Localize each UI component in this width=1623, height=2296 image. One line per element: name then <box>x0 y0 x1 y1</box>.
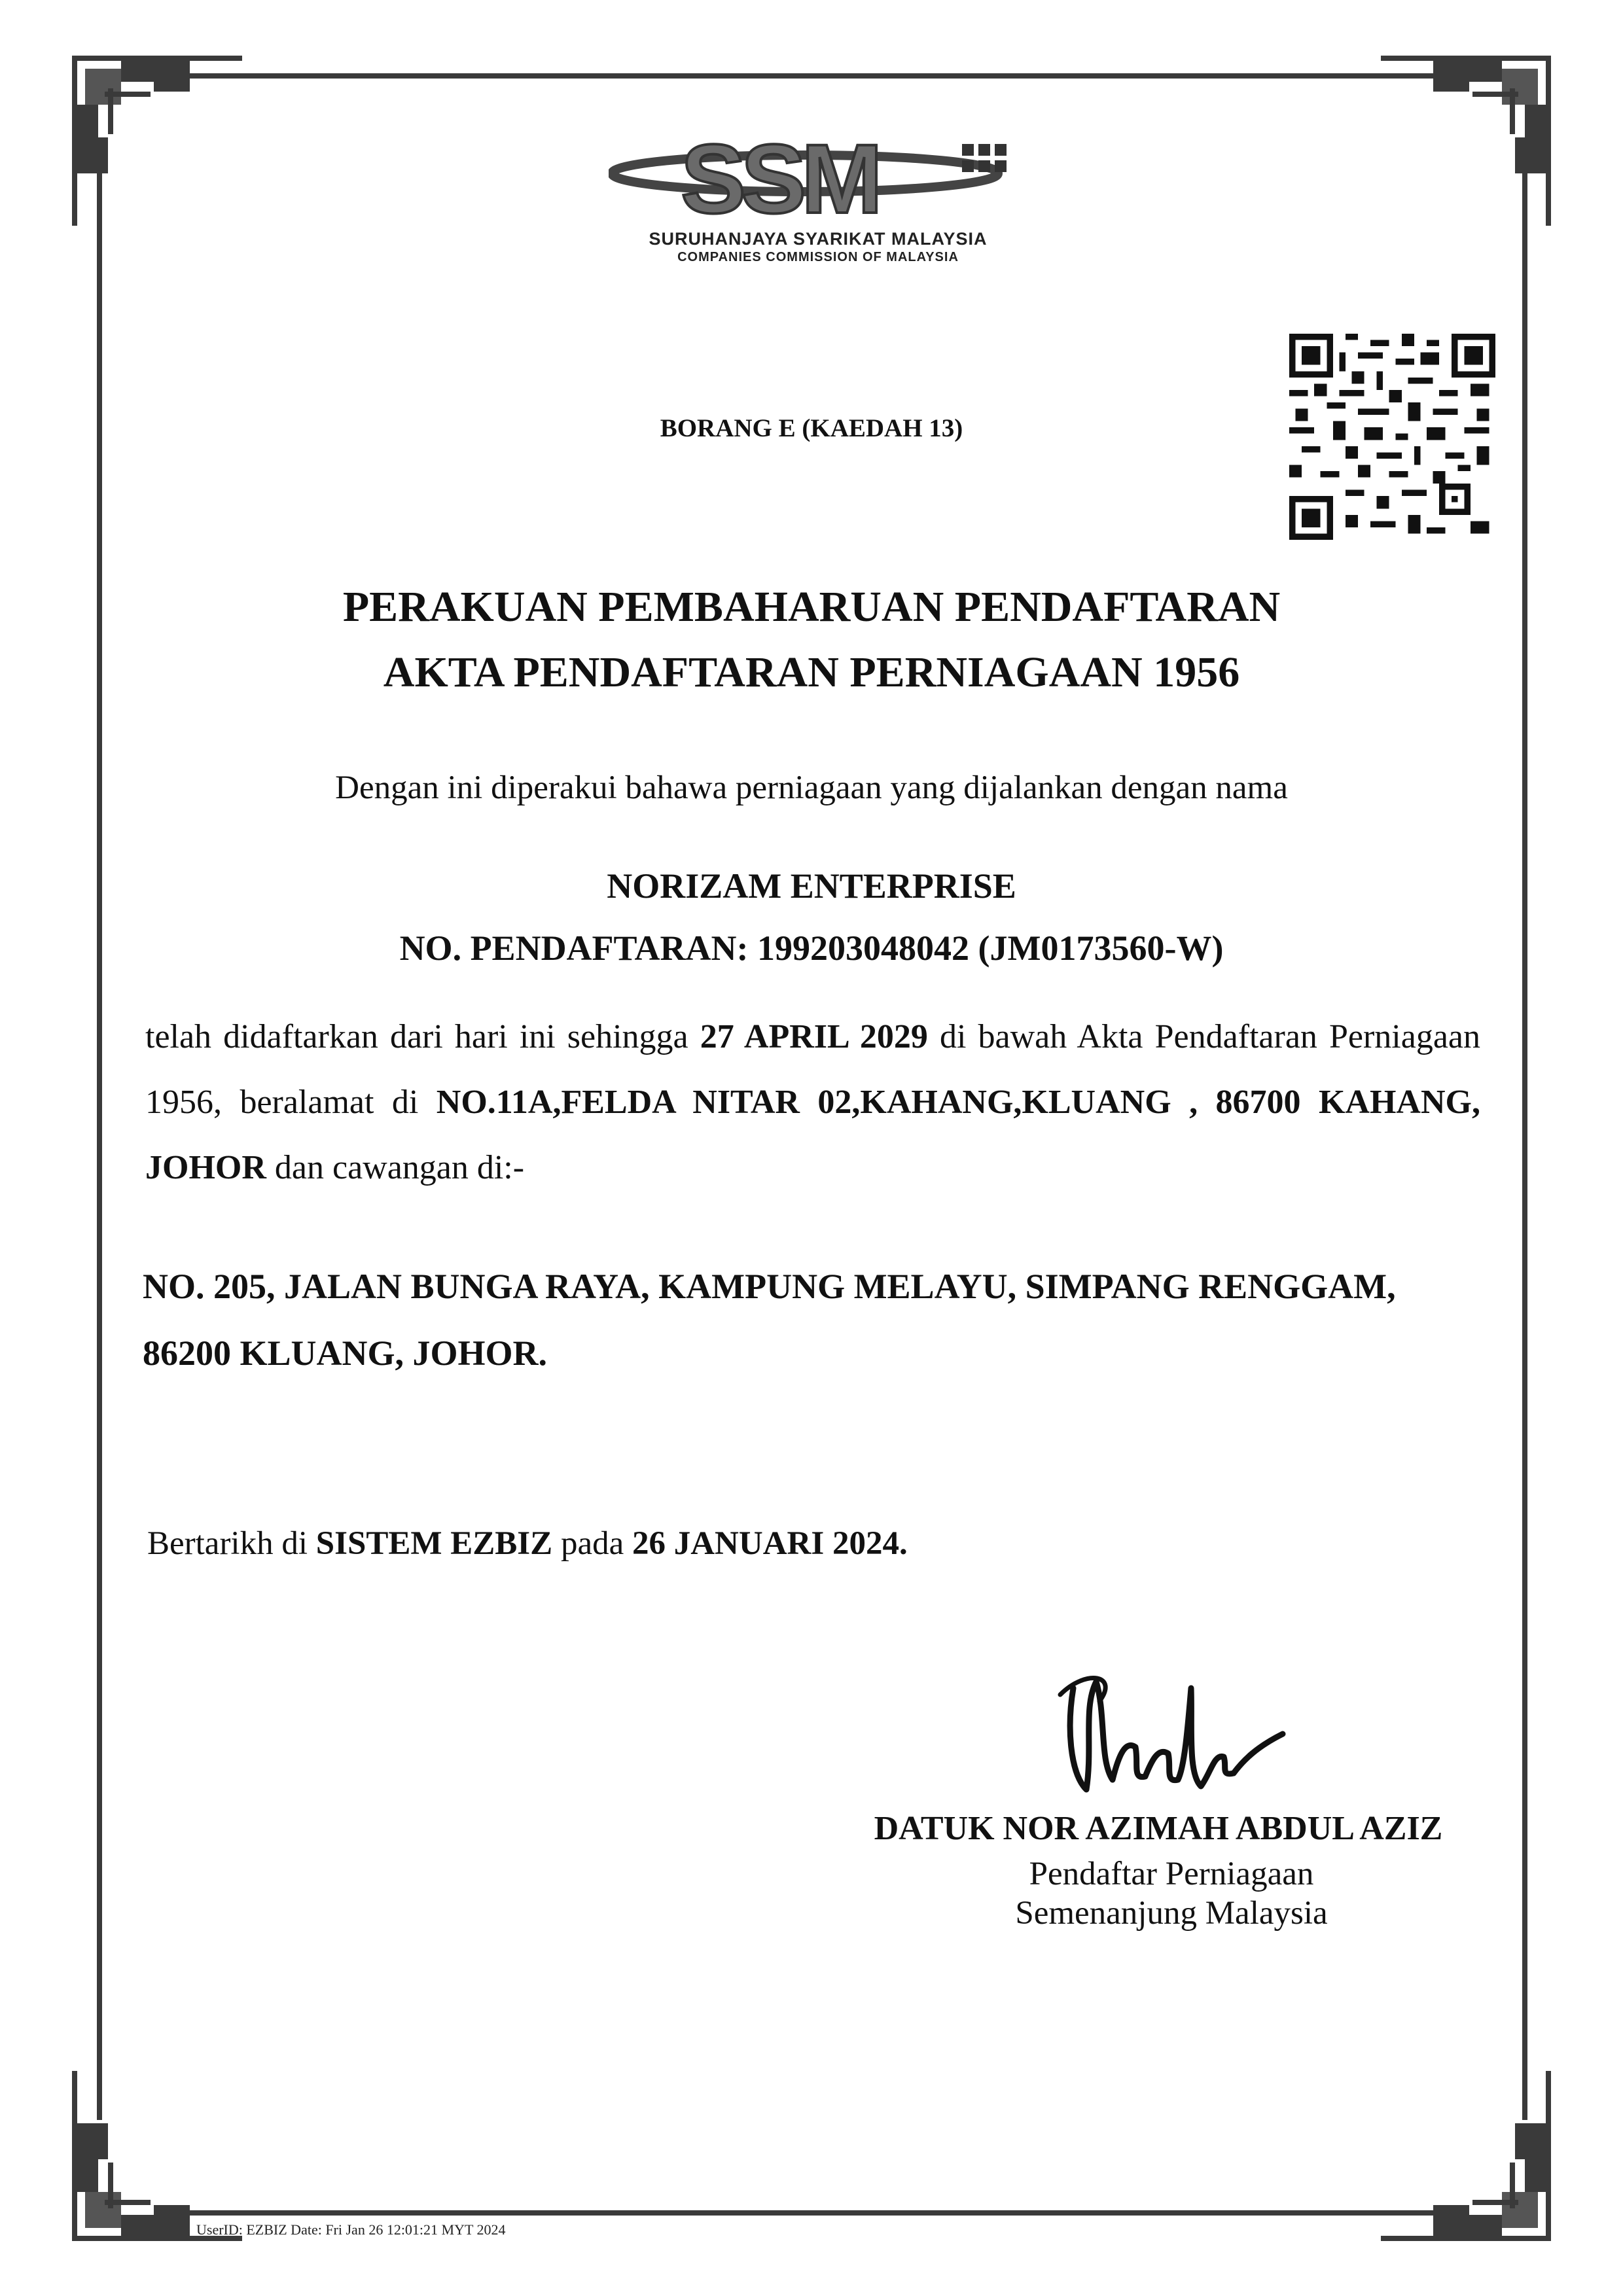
corner-ornament-icon <box>1381 56 1551 226</box>
statement-text: telah didaftarkan dari hari ini sehingga <box>145 1018 700 1055</box>
org-name-english: COMPANIES COMMISSION OF MALAYSIA <box>677 250 959 264</box>
svg-text:SSM: SSM <box>681 124 878 234</box>
footer-user-stamp: UserID: EZBIZ Date: Fri Jan 26 12:01:21 MYT 2024 <box>196 2221 506 2238</box>
org-name-malay: SURUHANJAYA SYARIKAT MALAYSIA <box>649 229 988 249</box>
signature-icon <box>1047 1649 1296 1806</box>
certificate-act-title: AKTA PENDAFTARAN PERNIAGAAN 1956 <box>383 648 1240 696</box>
dated-line <box>147 1525 908 1563</box>
dated-prefix: Bertarikh di <box>147 1525 316 1562</box>
dated-mid: pada <box>552 1525 632 1562</box>
frame-right-border <box>1522 164 1527 2120</box>
business-name: NORIZAM ENTERPRISE <box>607 866 1016 906</box>
certificate-title: PERAKUAN PEMBAHARUAN PENDAFTARAN <box>342 583 1281 631</box>
frame-left-border <box>97 164 102 2120</box>
business-address: NO.11A,FELDA NITAR 02,KAHANG,KLUANG , 86700 KAHANG, JOHOR <box>145 1084 1480 1186</box>
issuing-system: SISTEM EZBIZ <box>315 1525 553 1562</box>
frame-top-border <box>190 73 1433 79</box>
form-code: BORANG E (KAEDAH 13) <box>660 414 963 442</box>
expiry-date: 27 APRIL 2029 <box>700 1018 928 1055</box>
signatory-region: Semenanjung Malaysia <box>1015 1895 1328 1932</box>
corner-ornament-icon <box>72 2071 242 2241</box>
statement-text: di bawah Akta Pendaftaran Perniagaan 1956, beralamat di <box>145 1018 1480 1121</box>
signatory-role: Pendaftar Perniagaan <box>1029 1856 1314 1892</box>
issue-date: 26 JANUARI 2024. <box>632 1525 908 1562</box>
branch-address: NO. 205, JALAN BUNGA RAYA, KAMPUNG MELAYU, SIMPANG RENGGAM, 86200 KLUANG, JOHOR. <box>143 1267 1396 1373</box>
frame-bottom-border <box>190 2210 1433 2216</box>
registration-statement <box>145 1004 1480 1201</box>
statement-text: dan cawangan di:- <box>266 1149 525 1186</box>
intro-statement: Dengan ini diperakui bahawa perniagaan yang dijalankan dengan nama <box>335 769 1288 806</box>
corner-ornament-icon <box>72 56 242 226</box>
signatory-name: DATUK NOR AZIMAH ABDUL AZIZ <box>874 1810 1443 1847</box>
corner-ornament-icon <box>1381 2071 1551 2241</box>
registration-number: NO. PENDAFTARAN: 199203048042 (JM0173560-W) <box>399 928 1224 968</box>
